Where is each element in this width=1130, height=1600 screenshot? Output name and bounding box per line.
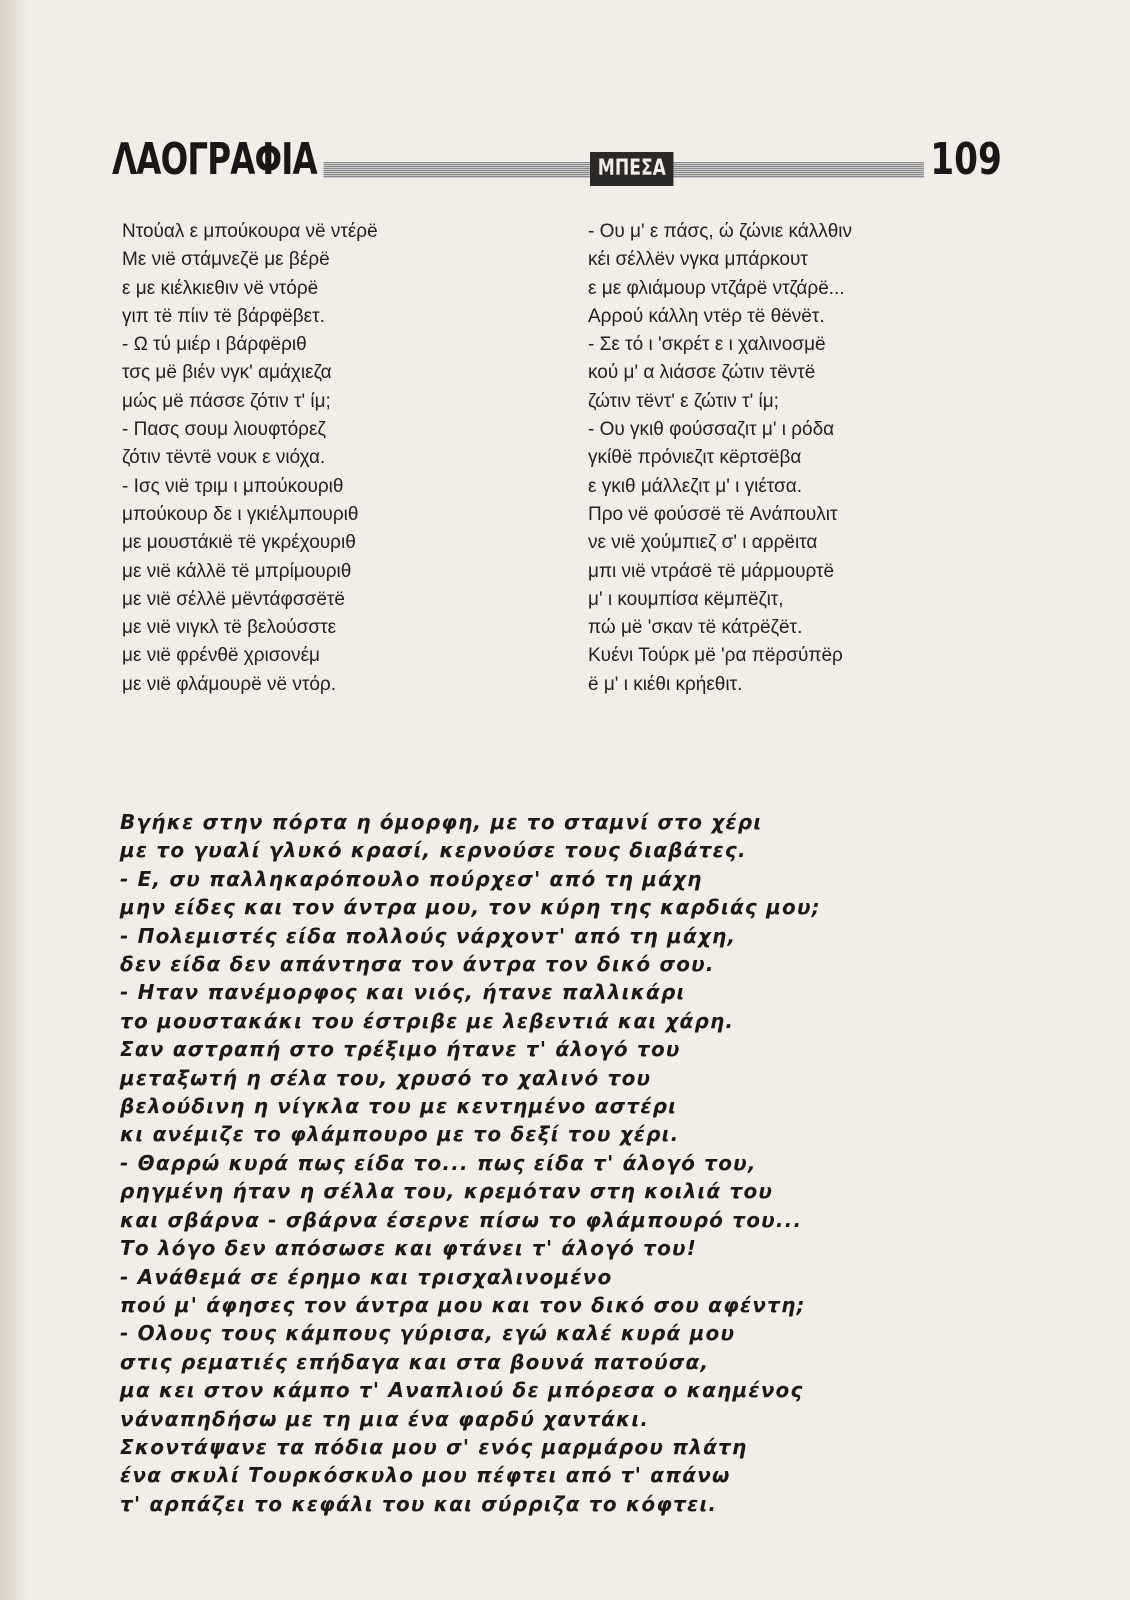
poem-column-right — [588, 218, 1008, 699]
verse-line: με μουστάκιë τë γκρέχουριθ — [122, 532, 356, 554]
verse-line: πώ μë 'σκαν τë κάτρëζëτ. — [588, 617, 803, 639]
page-number: 109 — [924, 132, 1002, 188]
poem-column-left — [122, 218, 542, 699]
section-title: ΛΑΟΓΡΑΦΙΑ — [112, 132, 323, 188]
section-badge: ΜΠΕΣΑ — [590, 152, 674, 186]
verse-line: ε με φλιάμουρ ντζάρë ντζάρë... — [588, 277, 845, 299]
verse-line: Προ νë φούσσë τë Ανάπουλιτ — [588, 503, 838, 525]
verse-line: ρηγμένη ήταν η σέλλα του, κρεμόταν στη κοιλιά του — [120, 1179, 774, 1204]
verse-line: - Ου μ' ε πάσς, ώ ζώνιε κάλλθιν — [588, 221, 852, 242]
verse-line: με νιë κάλλë τë μπρίμουριθ — [122, 560, 352, 582]
verse-line: Βγήκε στην πόρτα η όμορφη, με το σταμνί στο χέρι — [120, 810, 763, 834]
page-edge-shadow — [0, 0, 28, 1600]
verse-line: μώς μë πάσσε ζότιν τ' ίμ; — [122, 390, 331, 412]
verse-line: τσς μë βιέν νγκ' αμάχιεζα — [122, 362, 332, 384]
verse-line: Κυένι Τούρκ μë 'ρα πëρσύπëρ — [588, 645, 843, 667]
verse-line: με νιë νιγκλ τë βελούσστε — [122, 617, 337, 639]
verse-line: με το γυαλί γλυκό κρασί, κερνούσε τους διαβάτες. — [120, 838, 747, 863]
verse-line: δεν είδα δεν απάντησα τον άντρα τον δικό σου. — [120, 952, 715, 977]
verse-line: μην είδες και τον άντρα μου, τον κύρη της καρδιάς μου; — [120, 895, 821, 920]
verse-line: - Πολεμιστές είδα πολλούς νάρχοντ' από τη μάχη, — [120, 923, 737, 948]
verse-line: κι ανέμιζε το φλάμπουρο με το δεξί του χέρι. — [120, 1122, 680, 1147]
verse-line: γιπ τë πίιν τë βάρφëβετ. — [122, 305, 325, 327]
verse-line: κέι σέλλëν νγκα μπάρκουτ — [588, 249, 808, 271]
verse-line: τ' αρπάζει το κεφάλι του και σύρριζα το κόφτει. — [120, 1491, 718, 1516]
verse-line: με νιë φρένθë χρισονέμ — [122, 645, 320, 667]
verse-line: Με νιë στάμνεζë με βέρë — [122, 249, 330, 271]
verse-line: ζότιν τëντë νουκ ε νιόχα. — [122, 447, 326, 469]
verse-line: κού μ' α λιάσσε ζώτιν τëντë — [588, 362, 816, 384]
verse-line: - Θαρρώ κυρά πως είδα το... πως είδα τ' άλογό του, — [120, 1150, 757, 1175]
verse-line: Αρρού κάλλη ντëρ τë θëνëτ. — [588, 305, 825, 327]
verse-line: - Ολους τους κάμπους γύρισα, εγώ καλέ κυρά μου — [120, 1321, 736, 1346]
verse-line: - Πασς σουμ λιουφτόρεζ — [122, 419, 326, 441]
verse-line: με νιë φλάμουρë νë ντόρ. — [122, 673, 336, 695]
verse-line: - Ηταν πανέμορφος και νιός, ήτανε παλλικάρι — [120, 980, 686, 1005]
verse-line: μπούκουρ δε ι γκιέλμπουριθ — [122, 503, 359, 525]
verse-line: - Ισς νιë τριμ ι μπούκουριθ — [122, 475, 344, 497]
verse-line: μα κει στον κάμπο τ' Αναπλιού δε μπόρεσα ο καημένος — [120, 1378, 804, 1403]
verse-line: μπι νιë ντράσë τë μάρμουρτë — [588, 560, 835, 582]
verse-line: γκίθë πρόνιεζιτ κëρτσëβα — [588, 447, 802, 469]
verse-line: νάναπηδήσω με τη μια ένα φαρδύ χαντάκι. — [120, 1406, 650, 1431]
verse-line: μεταξωτή η σέλα του, χρυσό το χαλινό του — [120, 1065, 652, 1090]
verse-line: βελούδινη η νίγκλα του με κεντημένο αστέρι — [120, 1094, 678, 1119]
verse-line: ë μ' ι κιέθι κρήεθιτ. — [588, 673, 743, 695]
greek-translation — [120, 808, 1000, 1518]
verse-line: πού μ' άφησες τον άντρα μου και τον δικό σου αφέντη; — [120, 1292, 806, 1317]
verse-line: - Σε τό ι 'σκρέτ ε ι χαλινοσμë — [588, 334, 826, 356]
verse-line: μ' ι κουμπίσα κëμπëζιτ, — [588, 588, 784, 610]
verse-line: - Ανάθεμά σε έρημο και τρισχαλινομένο — [120, 1264, 613, 1289]
verse-line: Ντούαλ ε μπούκουρα νë ντέρë — [122, 221, 378, 242]
verse-line: ε γκιθ μάλλεζιτ μ' ι γιέτσα. — [588, 475, 803, 497]
verse-line: στις ρεματιές επήδαγα και στα βουνά πατούσα, — [120, 1349, 710, 1374]
verse-line: - Ε, συ παλληκαρόπουλο πούρχεσ' από τη μάχη — [120, 866, 703, 891]
verse-line: με νιë σέλλë μëντάφσσëτë — [122, 588, 345, 610]
verse-line: Σαν αστραπή στο τρέξιμο ήτανε τ' άλογό του — [120, 1037, 681, 1062]
verse-line: και σβάρνα - σβάρνα έσερνε πίσω το φλάμπουρό του... — [120, 1207, 803, 1232]
verse-line: ε με κιέλκιεθιν νë ντόρë — [122, 277, 319, 299]
verse-line: Το λόγο δεν απόσωσε και φτάνει τ' άλογό του! — [120, 1236, 698, 1261]
verse-line: Σκοντάψανε τα πόδια μου σ' ενός μαρμάρου πλάτη — [120, 1434, 748, 1459]
page-header — [112, 132, 1002, 196]
verse-line: ζώτιν τëντ' ε ζώτιν τ' ίμ; — [588, 390, 779, 412]
verse-line: - Ου γκιθ φούσσαζιτ μ' ι ρόδα — [588, 419, 835, 441]
verse-line: - Ω τύ μιέρ ι βάρφëριθ — [122, 334, 307, 356]
verse-line: ένα σκυλί Τουρκόσκυλο μου πέφτει από τ' απάνω — [120, 1463, 731, 1488]
verse-line: νε νιë χούμπιεζ σ' ι αρρëιτα — [588, 532, 818, 554]
verse-line: το μουστακάκι του έστριβε με λεβεντιά και χάρη. — [120, 1008, 735, 1033]
